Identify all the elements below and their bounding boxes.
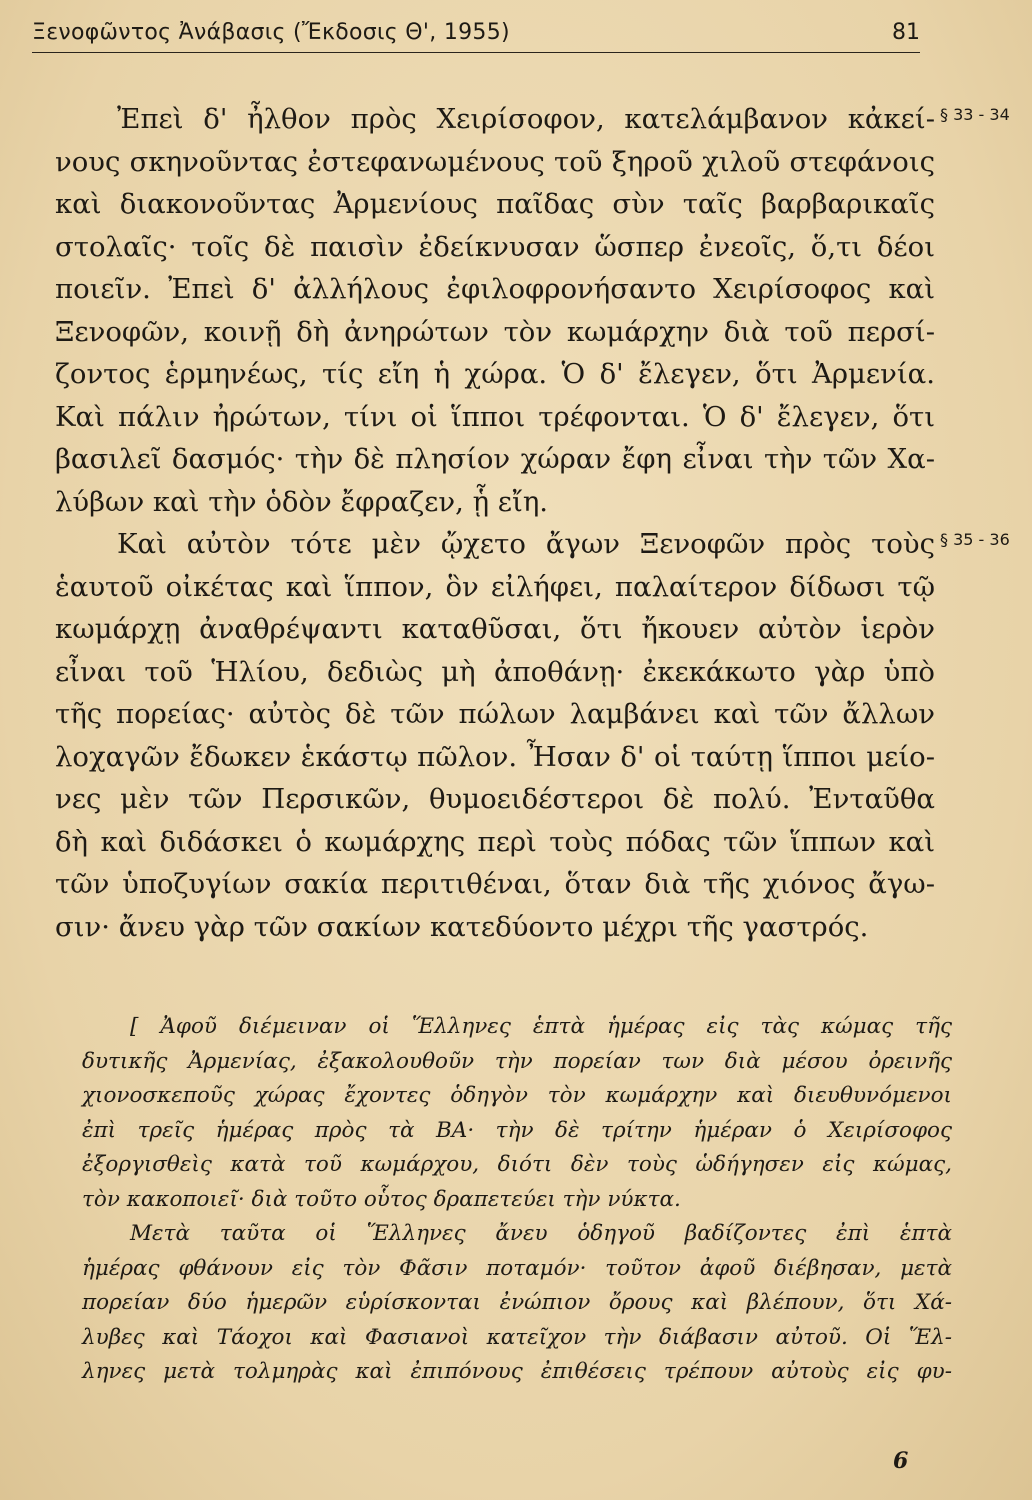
summary-line: ἐπὶ τρεῖς ἡμέρας πρὸς τὰ ΒΑ· τὴν δὲ τρίτην ἡμέραν ὁ Χειρίσοφος bbox=[82, 1117, 952, 1143]
text-line: τῆς πορείας· αὐτὸς δὲ τῶν πώλων λαμβάνει καὶ τῶν ἄλλων bbox=[55, 698, 935, 730]
text-line: καὶ διακονοῦντας Ἀρμενίους παῖδας σὺν ταῖς βαρβαρικαῖς bbox=[55, 188, 935, 220]
section-sidenote: § 33 - 34 bbox=[940, 105, 1010, 124]
text-line: Καὶ πάλιν ἠρώτων, τίνι οἱ ἵπποι τρέφονται. Ὁ δ' ἔλεγεν, ὅτι bbox=[55, 400, 935, 433]
summary-line: τὸν κακοποιεῖ· διὰ τοῦτο οὗτος δραπετεύει τὴν νύκτα. bbox=[82, 1186, 681, 1212]
summary-line: Μετὰ ταῦτα οἱ Ἕλληνες ἄνευ ὁδηγοῦ βαδίζοντες ἐπὶ ἑπτὰ bbox=[130, 1221, 952, 1246]
text-line: ζοντος ἑρμηνέως, τίς εἴη ἡ χώρα. Ὁ δ' ἔλεγεν, ὅτι Ἀρμενία. bbox=[55, 358, 935, 390]
running-title: Ξενοφῶντος Ἀνάβασις (Ἔκδοσις Θ', 1955) bbox=[32, 20, 510, 45]
summary-line: χιονοσκεποῦς χώρας ἔχοντες ὁδηγὸν τὸν κωμάρχην καὶ διευθυνόμενοι bbox=[82, 1083, 952, 1108]
text-line: σιν· ἄνευ γὰρ τῶν σακίων κατεδύοντο μέχρι τῆς γαστρός. bbox=[55, 910, 869, 943]
text-line: στολαῖς· τοῖς δὲ παισὶν ἐδείκνυσαν ὥσπερ ἐνεοῖς, ὅ,τι δέοι bbox=[55, 230, 935, 263]
page-number: 81 bbox=[892, 20, 920, 45]
text-line: λύβων καὶ τὴν ὁδὸν ἔφραζεν, ᾗ εἴη. bbox=[55, 485, 549, 518]
text-line: λοχαγῶν ἔδωκεν ἑκάστῳ πῶλον. Ἦσαν δ' οἱ ταύτῃ ἵπποι μείο- bbox=[55, 740, 935, 773]
signature-mark: 6 bbox=[893, 1448, 909, 1474]
text-line: Καὶ αὐτὸν τότε μὲν ᾤχετο ἄγων Ξενοφῶν πρὸς τοὺς bbox=[117, 528, 935, 560]
text-line: ποιεῖν. Ἐπεὶ δ' ἀλλήλους ἐφιλοφρονήσαντο Χειρίσοφος καὶ bbox=[55, 273, 935, 305]
summary-line: ἡμέρας φθάνουν εἰς τὸν Φᾶσιν ποταμόν· τοῦτον ἀφοῦ διέβησαν, μετὰ bbox=[82, 1255, 952, 1281]
summary-text bbox=[82, 1010, 952, 1390]
main-text bbox=[55, 98, 935, 948]
summary-line: [ Ἀφοῦ διέμειναν οἱ Ἕλληνες ἑπτὰ ἡμέρας εἰς τὰς κώμας τῆς bbox=[130, 1014, 952, 1039]
text-line: κωμάρχῃ ἀναθρέψαντι καταθῦσαι, ὅτι ἤκουεν αὐτὸν ἱερὸν bbox=[55, 613, 935, 645]
summary-line: λυβες καὶ Τάοχοι καὶ Φασιανοὶ κατεῖχον τὴν διάβασιν αὐτοῦ. Οἱ Ἕλ- bbox=[82, 1324, 952, 1350]
text-line: δὴ καὶ διδάσκει ὁ κωμάρχης περὶ τοὺς πόδας τῶν ἵππων καὶ bbox=[55, 825, 935, 858]
summary-line: δυτικῆς Ἀρμενίας, ἐξακολουθοῦν τὴν πορείαν των διὰ μέσου ὀρεινῆς bbox=[82, 1048, 952, 1074]
text-line: εἶναι τοῦ Ἡλίου, δεδιὼς μὴ ἀποθάνῃ· ἐκεκάκωτο γὰρ ὑπὸ bbox=[55, 655, 935, 688]
text-line: τῶν ὑποζυγίων σακία περιτιθέναι, ὅταν διὰ τῆς χιόνος ἄγω- bbox=[55, 868, 935, 900]
text-line: Ξενοφῶν, κοινῇ δὴ ἀνηρώτων τὸν κωμάρχην διὰ τοῦ περσί- bbox=[55, 315, 935, 348]
summary-line: ληνες μετὰ τολμηρὰς καὶ ἐπιπόνους ἐπιθέσεις τρέπουν αὐτοὺς εἰς φυ- bbox=[82, 1359, 952, 1384]
text-line: βασιλεῖ δασμός· τὴν δὲ πλησίον χώραν ἔφη εἶναι τὴν τῶν Χα- bbox=[55, 443, 935, 475]
summary-line: πορείαν δύο ἡμερῶν εὑρίσκονται ἐνώπιον ὄρους καὶ βλέπουν, ὅτι Χά- bbox=[82, 1290, 952, 1315]
text-line: ἑαυτοῦ οἰκέτας καὶ ἵππον, ὃν εἰλήφει, παλαίτερον δίδωσι τῷ bbox=[55, 570, 935, 603]
text-line: νους σκηνοῦντας ἐστεφανωμένους τοῦ ξηροῦ χιλοῦ στεφάνοις bbox=[55, 145, 935, 178]
section-sidenote: § 35 - 36 bbox=[940, 530, 1010, 549]
text-line: Ἐπεὶ δ' ἦλθον πρὸς Χειρίσοφον, κατελάμβανον κἀκεί- bbox=[117, 103, 935, 135]
running-head bbox=[32, 18, 920, 53]
summary-line: ἐξοργισθεὶς κατὰ τοῦ κωμάρχου, διότι δὲν τοὺς ὡδήγησεν εἰς κώμας, bbox=[82, 1152, 952, 1177]
text-line: νες μὲν τῶν Περσικῶν, θυμοειδέστεροι δὲ πολύ. Ἐνταῦθα bbox=[55, 783, 935, 815]
